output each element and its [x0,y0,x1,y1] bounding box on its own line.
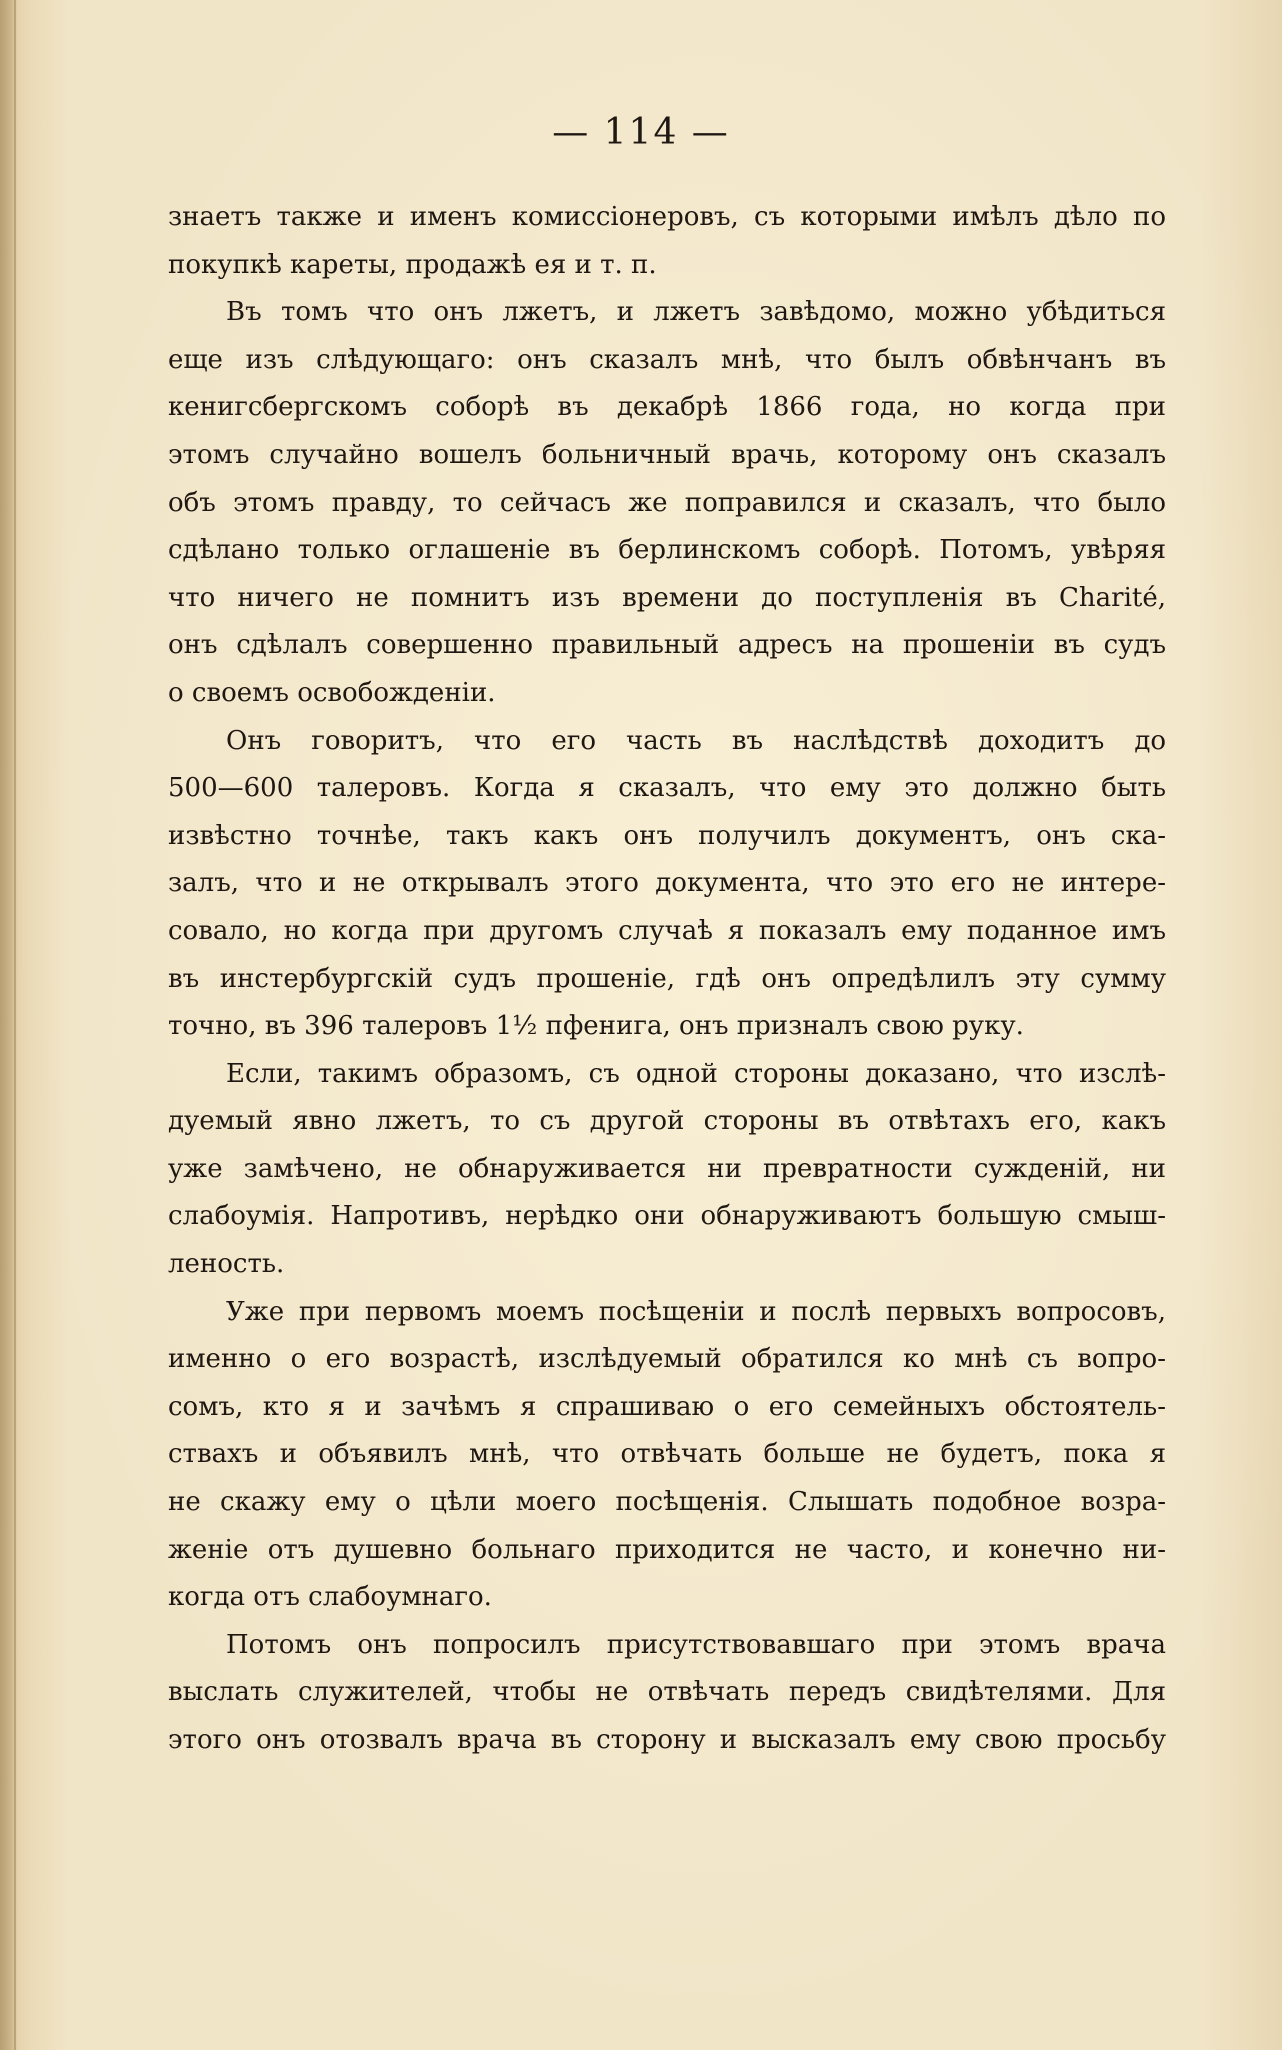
text-line: знаетъ также и именъ комиссіонеровъ, съ которыми имѣлъ дѣло по [168,202,1166,232]
text-line: дуемый явно лжетъ, то съ другой стороны въ отвѣтахъ его, какъ [168,1106,1166,1137]
body-text [168,194,1166,1765]
text-line: этого онъ отозвалъ врача въ сторону и высказалъ ему свою просьбу [168,1725,1166,1755]
text-line: еще изъ слѣдующаго: онъ сказалъ мнѣ, что былъ обвѣнчанъ въ [168,344,1166,375]
page-spine-edge [14,0,16,2050]
text-line: Потомъ онъ попросилъ присутствовавшаго при этомъ врача [226,1629,1166,1660]
text-line: извѣстно точнѣе, такъ какъ онъ получилъ документъ, онъ ска- [168,820,1166,851]
text-line: не скажу ему о цѣли моего посѣщенія. Слышать подобное возра- [168,1487,1166,1518]
text-line: 500—600 талеровъ. Когда я сказалъ, что ему это должно быть [168,773,1166,804]
text-line: въ инстербургскій судъ прошеніе, гдѣ онъ опредѣлилъ эту сумму [168,963,1166,994]
page-number: — 114 — [552,112,730,153]
text-line: совало, но когда при другомъ случаѣ я показалъ ему поданное имъ [168,915,1166,946]
text-line: точно, въ 396 талеровъ 1½ пфенига, онъ призналъ свою руку. [168,1011,1024,1042]
text-line: о своемъ освобожденіи. [168,677,496,708]
text-line: Онъ говоритъ, что его часть въ наслѣдствѣ доходитъ до [226,725,1166,756]
text-line: когда отъ слабоумнаго. [168,1582,492,1613]
text-line: Если, такимъ образомъ, съ одной стороны доказано, что изслѣ- [226,1058,1166,1089]
text-line: именно о его возрастѣ, изслѣдуемый обратился ко мнѣ съ вопро- [168,1344,1166,1375]
text-line: слабоумія. Напротивъ, нерѣдко они обнаруживаютъ большую смыш- [168,1201,1166,1232]
text-line: ствахъ и объявилъ мнѣ, что отвѣчать больше не будетъ, пока я [168,1439,1166,1470]
text-line: Уже при первомъ моемъ посѣщеніи и послѣ первыхъ вопросовъ, [226,1296,1166,1327]
text-line: сомъ, кто я и зачѣмъ я спрашиваю о его семейныхъ обстоятель- [168,1391,1166,1422]
text-line: леность. [168,1249,285,1280]
text-line: кенигсбергскомъ соборѣ въ декабрѣ 1866 года, но когда при [168,392,1166,423]
text-line: покупкѣ кареты, продажѣ ея и т. п. [168,249,657,280]
text-line: этомъ случайно вошелъ больничный врачь, которому онъ сказалъ [168,439,1166,470]
text-line: сдѣлано только оглашеніе въ берлинскомъ соборѣ. Потомъ, увѣряя [168,535,1166,566]
text-line: онъ сдѣлалъ совершенно правильный адресъ на прошеніи въ судъ [168,630,1166,661]
text-line: объ этомъ правду, то сейчасъ же поправился и сказалъ, что было [168,487,1166,518]
text-line: залъ, что и не открывалъ этого документа, что это его не интере- [168,868,1166,899]
text-line: что ничего не помнитъ изъ времени до поступленія въ Charité, [168,582,1166,613]
text-line: уже замѣчено, не обнаруживается ни превратности сужденій, ни [168,1153,1166,1184]
text-line: выслать служителей, чтобы не отвѣчать передъ свидѣтелями. Для [168,1677,1166,1708]
text-line: женіе отъ душевно больнаго приходится не часто, и конечно ни- [168,1534,1166,1565]
text-line: Въ томъ что онъ лжетъ, и лжетъ завѣдомо, можно убѣдиться [226,297,1166,328]
